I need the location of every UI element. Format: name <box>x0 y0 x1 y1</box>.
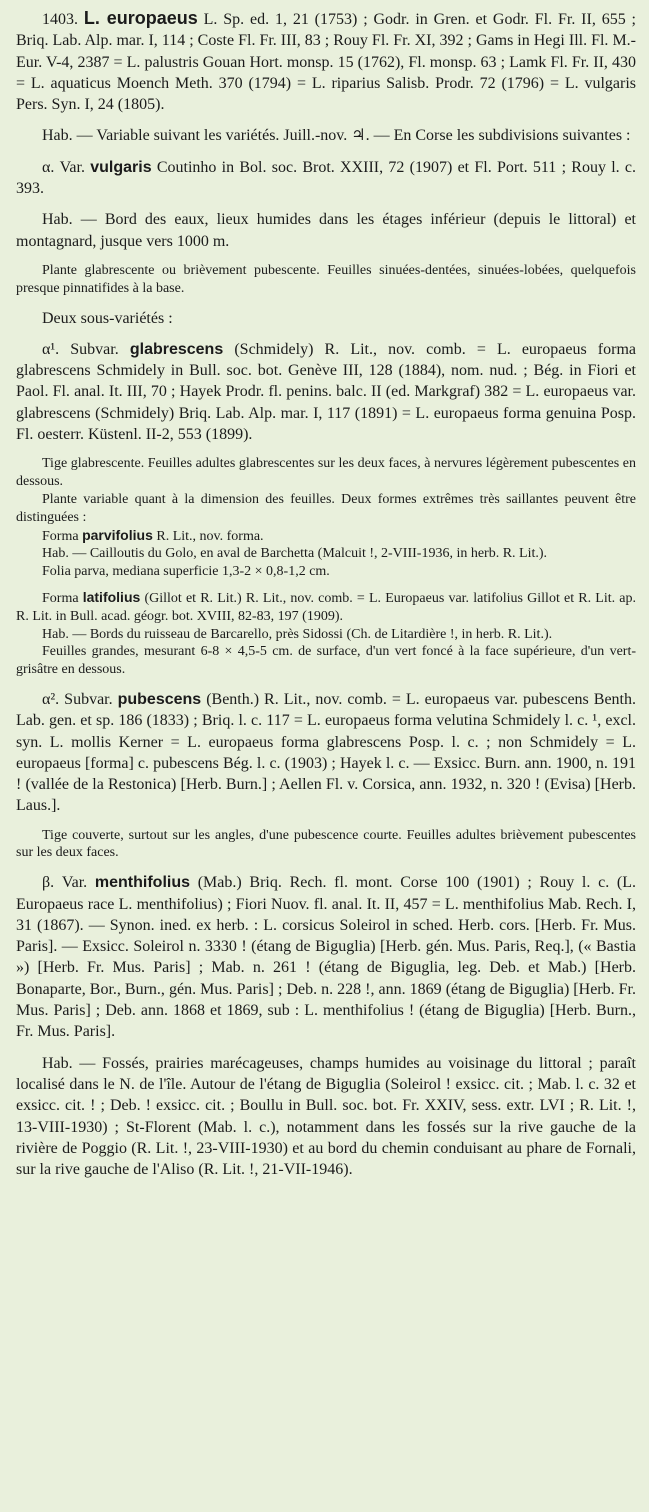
variety-name: menthifolius <box>94 874 191 892</box>
habitat-parvifolius: Hab. — Cailloutis du Golo, en aval de Barchetta (Malcuit !, 2-VIII-1936, in herb. R. Lit.). <box>42 546 548 562</box>
latin-diagnosis: Folia parva, mediana superficie 1,3-2 × 0,8-1,2 cm. <box>42 564 330 580</box>
subvariety-pubescens: α². Subvar. pubescens (Benth.) R. Lit., nov. comb. = L. europaeus var. pubescens Benth. Lab. gen. et sp. 186 (1833) ; Briq. l. c. 117 = L. europaeus forma velutina Schmidely l. c. ¹, excl. syn. L. mollis Kerner = L. europaeus forma glabrescens Posp. l. c. ; non Schmidely = L. europaeus [forma] c. pubescens Bég. l. c. (1903) ; Hayek l. c. — Exsicc. Burn. ann. 1900, n. 191 ! (vallée de la Restonica) [Herb. Burn.] ; Aellen Fl. v. Corsica, ann. 1932, n. 320 ! (Evisa) [Herb. Laus.]. <box>16 690 636 815</box>
species-number: 1403. <box>42 11 84 28</box>
forma-latifolius: Forma latifolius (Gillot et R. Lit.) R. Lit., nov. comb. = L. Europaeus var. latifolius Gillot et R. Lit. ap. R. Lit. in Bull. acad. géogr. bot. XVIII, 82-83, 197 (1909). <box>16 588 636 624</box>
description-latifolius: Feuilles grandes, mesurant 6-8 × 4,5-5 cm. de surface, d'un vert foncé à la face supérieure, d'un vert-grisâtre en dessous. <box>16 644 636 678</box>
habitat-general: Hab. — Variable suivant les variétés. Juill.-nov. ♃. — En Corse les subdivisions suivantes : <box>42 127 631 145</box>
subvariety-name: pubescens <box>117 690 202 708</box>
habitat-latifolius: Hab. — Bords du ruisseau de Barcarello, près Sidossi (Ch. de Litardière !, in herb. R. Lit.). <box>42 626 553 642</box>
species-entry <box>16 8 636 115</box>
species-name: L. europaeus <box>83 8 198 28</box>
note-glabrescens: Plante variable quant à la dimension des feuilles. Deux formes extrêmes très saillantes peuvent être distinguées : <box>16 491 636 525</box>
variety-menthifolius: β. Var. menthifolius (Mab.) Briq. Rech. fl. mont. Corse 100 (1901) ; Rouy l. c. (L. Europaeus race L. menthifolius) ; Fiori Nuov. fl. anal. It. II, 457 = L. menthifolius Mab. Rech. I, 31 (1867). — Synon. ined. ex herb. : L. corsicus Soleirol in sched. Herb. cors. [Herb. Fr. Mus. Paris]. — Exsicc. Soleirol n. 3330 ! (étang de Biguglia) [Herb. gén. Mus. Paris, Req.], (« Bastia ») [Herb. Fr. Mus. Paris] ; Mab. n. 261 ! (étang de Biguglia, leg. Deb. et Mab.) [Herb. Bonaparte, Bor., Burn., gén. Mus. Paris] ; Deb. n. 228 !, ann. 1869 (étang de Biguglia) [Herb. Fr. Mus. Paris] ; Deb. ann. 1868 et 1869, sub : L. menthifolius ! (étang de Biguglia) [Herb. Burn., Fr. Mus. Paris]. <box>16 874 637 1041</box>
description-vulgaris: Plante glabrescente ou brièvement pubescente. Feuilles sinuées-dentées, sinuées-lobées, quelquefois presque pinnatifides à la base. <box>16 262 636 296</box>
species-citations: L. Sp. ed. 1, 21 (1753) ; Godr. in Gren. et Godr. Fl. Fr. II, 655 ; Briq. Lab. Alp. mar. I, 114 ; Coste Fl. Fr. III, 83 ; Rouy Fl. Fr. XI, 392 ; Gams in Hegi Ill. Fl. M.-Eur. V-4, 2387 = L. palustris Gouan Hort. monsp. 15 (1762), Fl. monsp. 63 ; Lamk Fl. Fr. II, 430 = L. aquaticus Moench Meth. 370 (1794) = L. riparius Salisb. Prodr. 72 (1796) = L. vulgaris Pers. Syn. I, 24 (1805). <box>16 11 636 114</box>
forma-name: parvifolius <box>82 526 153 543</box>
forma-name: latifolius <box>82 588 141 605</box>
variety-name: vulgaris <box>90 158 152 176</box>
subvarieties-heading: Deux sous-variétés : <box>42 309 173 327</box>
habitat-vulgaris: Hab. — Bord des eaux, lieux humides dans les étages inférieur (depuis le littoral) et montagnard, jusque vers 1000 m. <box>16 211 636 250</box>
forma-parvifolius: Forma parvifolius R. Lit., nov. forma. <box>42 526 264 544</box>
subvariety-name: glabrescens <box>129 340 224 358</box>
description-glabrescens: Tige glabrescente. Feuilles adultes glabrescentes sur les deux faces, à nervures légèrement pubescentes en dessous. <box>16 456 636 490</box>
subvariety-glabrescens: α¹. Subvar. glabrescens (Schmidely) R. Lit., nov. comb. = L. europaeus forma glabrescens Schmidely in Bull. soc. bot. Genève III, 128 (1884), nom. nud. ; Bég. in Fiori et Paol. Fl. anal. It. III, 70 ; Hayek Prodr. fl. penins. balc. II (ed. Markgraf) 382 = L. europaeus var. glabrescens (Schmidely) Briq. Lab. Alp. mar. I, 117 (1891) = L. europaeus forma genuina Posp. Fl. oesterr. Küstenl. II-2, 553 (1899). <box>16 340 637 444</box>
variety-vulgaris: α. Var. vulgaris Coutinho in Bol. soc. Brot. XXIII, 72 (1907) et Fl. Port. 511 ; Rouy l. c. 393. <box>16 158 636 198</box>
habitat-menthifolius: Hab. — Fossés, prairies marécageuses, champs humides au voisinage du littoral ; paraît localisé dans le N. de l'île. Autour de l'étang de Biguglia (Soleirol ! exsicc. cit. ; Mab. l. c. 32 et exsicc. cit. ! ; Deb. ! exsicc. cit. ; Boullu in Bull. soc. bot. Fr. XXIV, sess. extr. LVI ; R. Lit. !, 13-VIII-1930) ; St-Florent (Mab. l. c.), notamment dans les fossés sur la rive gauche de la rivière de Poggio (R. Lit. !, 23-VIII-1930) et au bord du chemin conduisant au phare de Fornali, sur la rive gauche de l'Aliso (R. Lit. !, 21-VII-1946). <box>16 1054 636 1179</box>
description-pubescens: Tige couverte, surtout sur les angles, d'une pubescence courte. Feuilles adultes brièvement pubescentes sur les deux faces. <box>16 827 636 861</box>
